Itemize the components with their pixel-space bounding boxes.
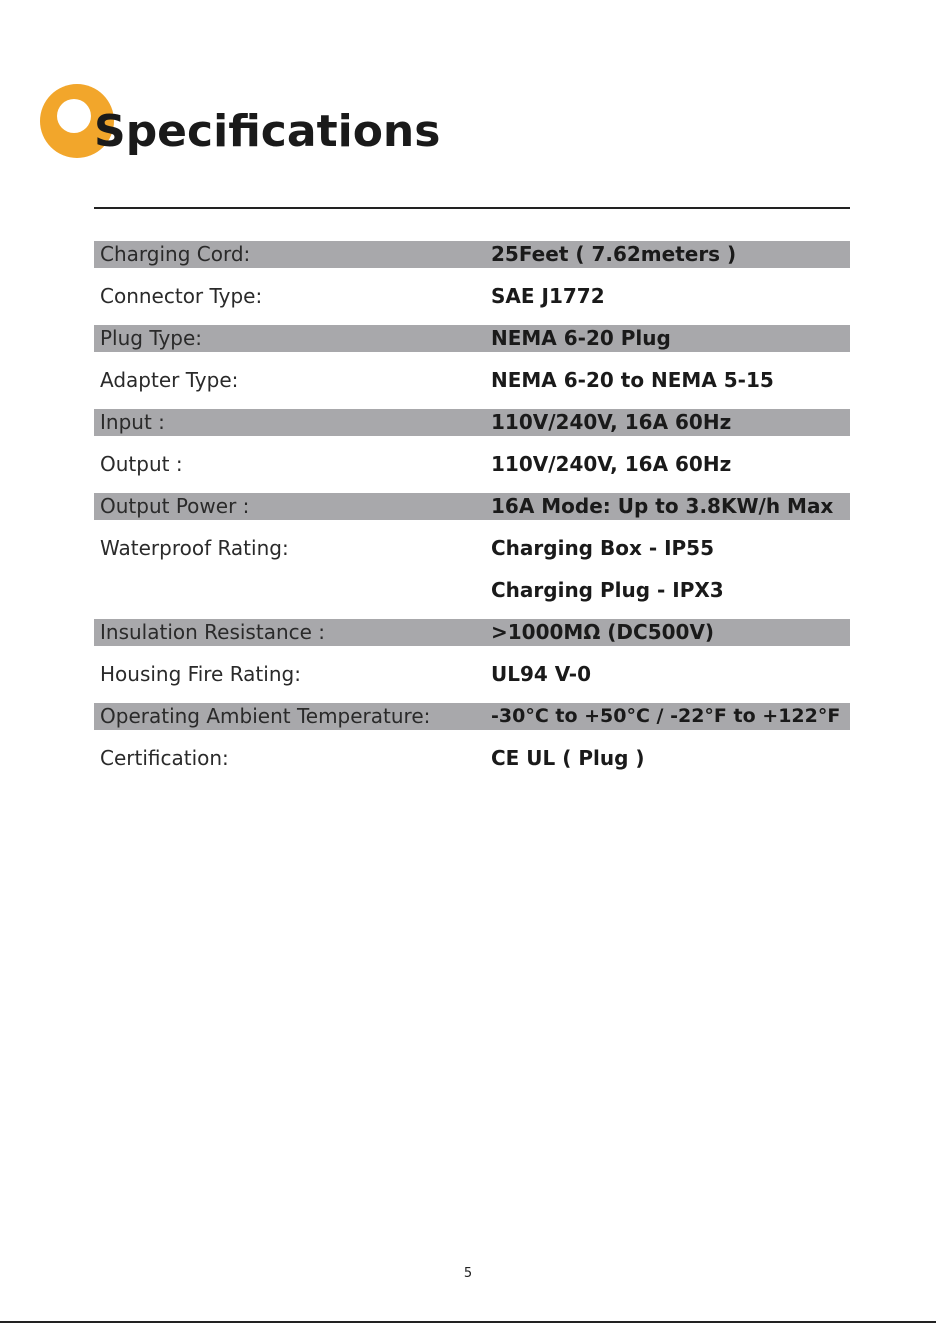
page-title: Specifications [94, 106, 441, 157]
spec-row-charging-cord [94, 240, 850, 282]
spec-value: 25Feet ( 7.62meters ) [491, 242, 737, 266]
section-heading [40, 84, 460, 164]
spec-row-connector-type [94, 282, 850, 324]
spec-value: 16A Mode: Up to 3.8KW/h Max [491, 494, 834, 518]
spec-label: Output : [100, 452, 183, 476]
spec-label: Output Power : [100, 494, 250, 518]
spec-value: 110V/240V, 16A 60Hz [491, 452, 732, 476]
spec-value: 110V/240V, 16A 60Hz [491, 410, 732, 434]
spec-row-waterproof-rating [94, 534, 850, 618]
spec-row-adapter-type [94, 366, 850, 408]
spec-label: Operating Ambient Temperature: [100, 704, 431, 728]
spec-label: Adapter Type: [100, 368, 239, 392]
specifications-table [94, 240, 850, 786]
page-bottom-border [0, 1321, 936, 1323]
spec-row-certification [94, 744, 850, 786]
spec-label: Connector Type: [100, 284, 263, 308]
spec-label: Waterproof Rating: [100, 536, 289, 560]
spec-row-input [94, 408, 850, 450]
spec-value: SAE J1772 [491, 284, 605, 308]
spec-label: Plug Type: [100, 326, 203, 350]
spec-label: Charging Cord: [100, 242, 251, 266]
spec-row-output-power [94, 492, 850, 534]
spec-value: CE UL ( Plug ) [491, 746, 645, 770]
spec-value: >1000MΩ (DC500V) [491, 620, 715, 644]
spec-value-multiline [491, 534, 724, 618]
page-number: 5 [463, 1266, 473, 1281]
spec-label: Certification: [100, 746, 229, 770]
spec-label: Housing Fire Rating: [100, 662, 301, 686]
heading-divider [94, 207, 850, 209]
spec-row-insulation-resistance [94, 618, 850, 660]
spec-row-plug-type [94, 324, 850, 366]
spec-value: -30°C to +50°C / -22°F to +122°F [491, 705, 841, 727]
spec-label: Insulation Resistance : [100, 620, 326, 644]
spec-value: UL94 V-0 [491, 662, 592, 686]
spec-value: Charging Plug - IPX3 [491, 578, 724, 602]
spec-value: NEMA 6-20 Plug [491, 326, 671, 350]
spec-row-housing-fire-rating [94, 660, 850, 702]
spec-row-output [94, 450, 850, 492]
spec-value: NEMA 6-20 to NEMA 5-15 [491, 368, 774, 392]
spec-label: Input : [100, 410, 165, 434]
spec-value: Charging Box - IP55 [491, 536, 715, 560]
spec-row-operating-temperature [94, 702, 850, 744]
